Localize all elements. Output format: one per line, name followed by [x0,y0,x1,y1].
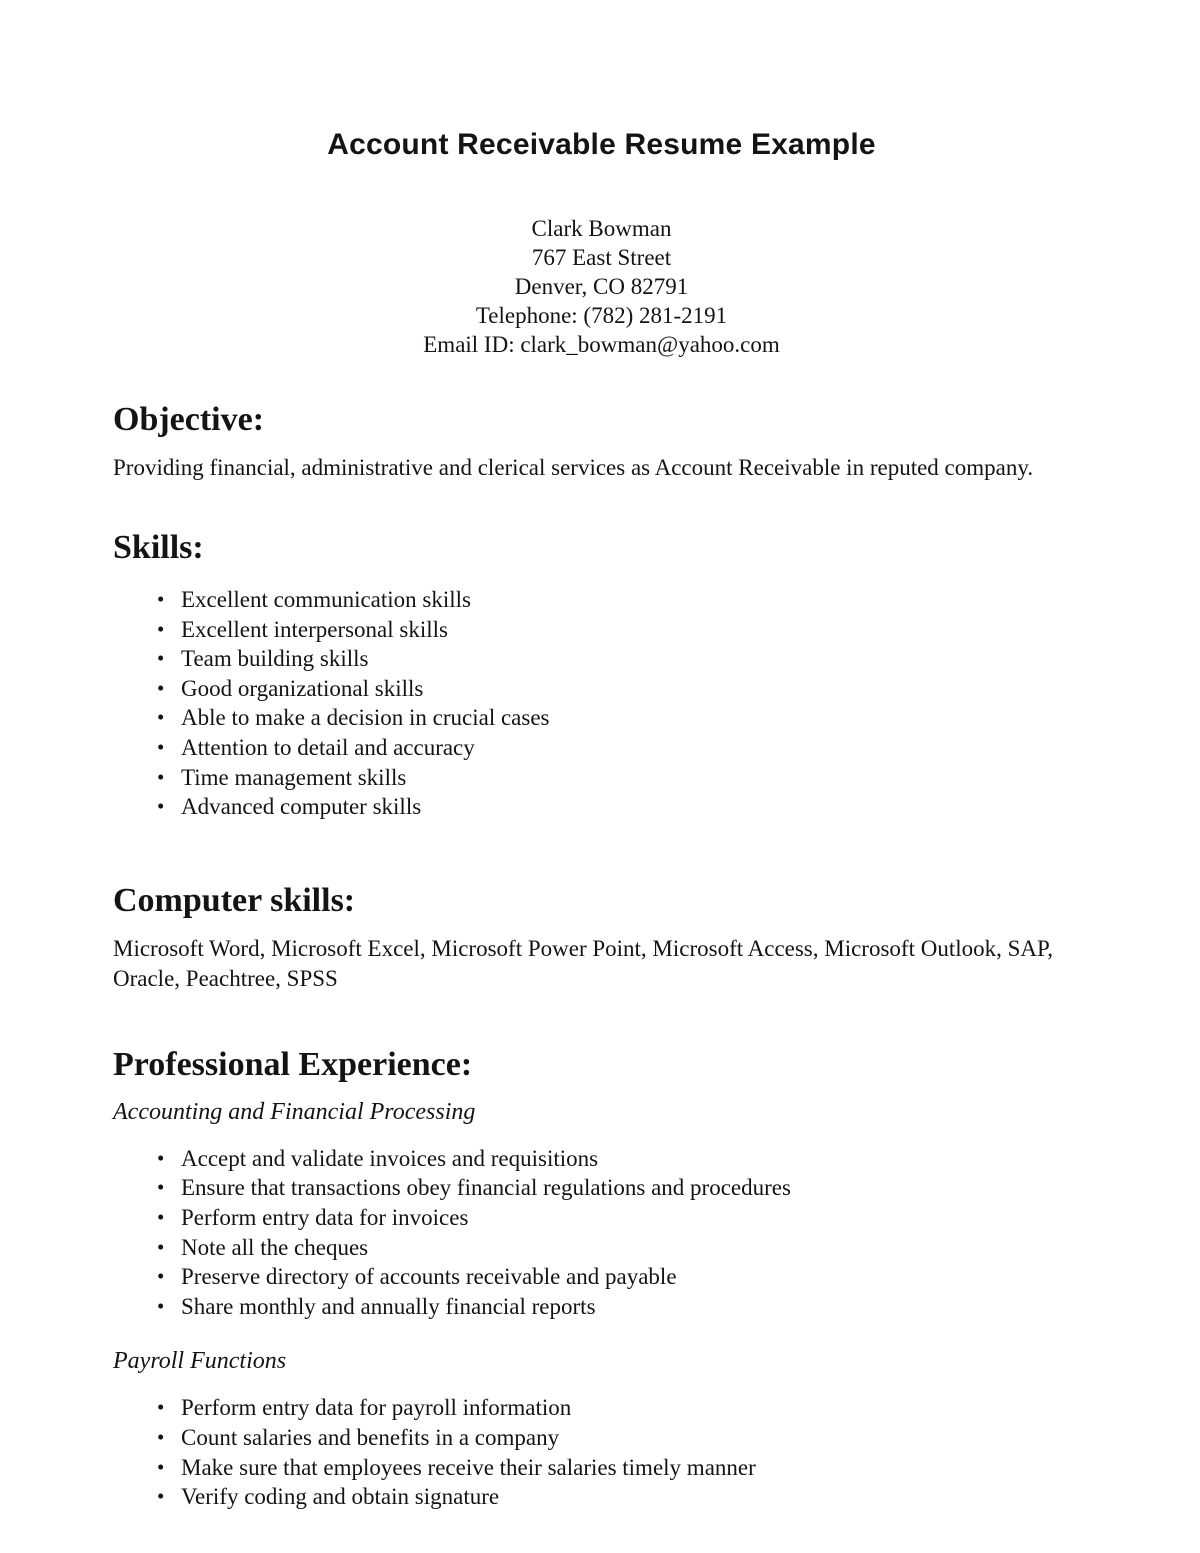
duty-item: • Share monthly and annually financial reports [113,1292,1090,1322]
duty-item: • Ensure that transactions obey financial regulations and procedures [113,1173,1090,1203]
experience-subheading-payroll: Payroll Functions [113,1348,287,1375]
duty-item: • Preserve directory of accounts receivable and payable [113,1262,1090,1292]
skill-item: • Excellent interpersonal skills [113,615,1090,645]
skill-item: • Able to make a decision in crucial cases [113,703,1090,733]
contact-city-state-zip: Denver, CO 82791 [514,274,689,299]
duty-item: • Verify coding and obtain signature [113,1482,1090,1512]
skills-heading: Skills: [113,529,204,566]
experience-subheading-accounting: Accounting and Financial Processing [113,1098,476,1125]
skills-list [113,585,1090,822]
experience-heading: Professional Experience: [113,1045,473,1083]
computer-skills-heading: Computer skills: [113,881,356,919]
skill-item: • Good organizational skills [113,674,1090,704]
skill-item: • Time management skills [113,763,1090,793]
contact-name: Clark Bowman [531,216,672,241]
duty-item: • Accept and validate invoices and requisitions [113,1144,1090,1174]
duty-item: • Perform entry data for payroll information [113,1393,1090,1423]
computer-skills-text: Microsoft Word, Microsoft Excel, Microsoft Power Point, Microsoft Access, Microsoft Outlook, SAP, Oracle, Peachtree, SPSS [113,935,1054,991]
duty-item: • Note all the cheques [113,1233,1090,1263]
page-title: Account Receivable Resume Example [327,128,876,161]
duty-item: • Perform entry data for invoices [113,1203,1090,1233]
contact-street: 767 East Street [531,245,672,270]
skill-item: • Attention to detail and accuracy [113,733,1090,763]
contact-block [113,214,1090,359]
accounting-duties-list [113,1144,1090,1322]
skill-item: • Advanced computer skills [113,792,1090,822]
payroll-duties-list [113,1393,1090,1511]
contact-email: Email ID: clark_bowman@yahoo.com [423,332,780,357]
duty-item: • Count salaries and benefits in a company [113,1423,1090,1453]
skill-item: • Team building skills [113,644,1090,674]
duty-item: • Make sure that employees receive their salaries timely manner [113,1453,1090,1483]
objective-text: Providing financial, administrative and clerical services as Account Receivable in reputed company. [113,455,1034,480]
skill-item: • Excellent communication skills [113,585,1090,615]
objective-heading: Objective: [113,401,265,438]
contact-telephone: Telephone: (782) 281-2191 [475,303,728,328]
